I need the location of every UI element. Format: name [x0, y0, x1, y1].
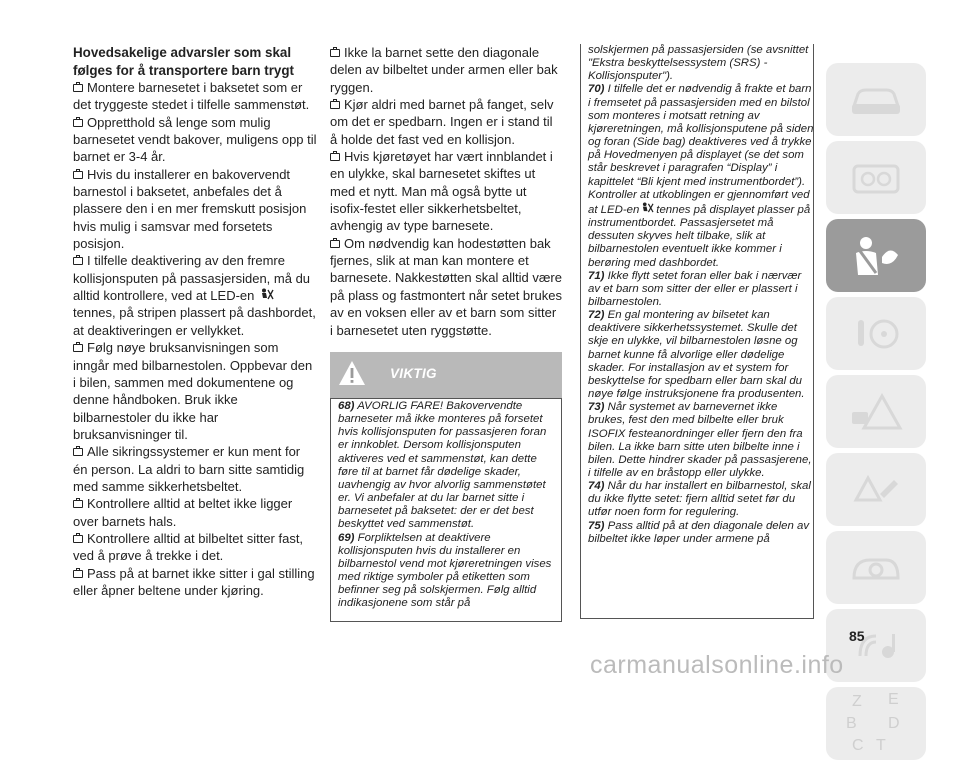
warning-item: 69) Forpliktelsen at deaktivere kollisjonsputen hvis du installerer en bilbarnestol vend mot kjøreretningen vises med riktige symboler på etiketten som befinner seg på solskjermen. Følg alltid indikasjonene som står på: [338, 531, 552, 610]
bullet-icon: [73, 448, 83, 456]
chapter-warning-icon[interactable]: [826, 375, 926, 448]
warning-title: VIKTIG: [390, 366, 437, 381]
bullet-paragraph: Følg nøye bruksanvisningen som inngår med bilbarnestolen. Oppbevar den i bilen, sammen med dokumentene og denne håndboken. Bruk ikke bilbarnestoler du ikke har bruksanvisninger til.: [73, 340, 313, 442]
bullet-paragraph: Alle sikringssystemer er kun ment for én person. La aldri to barn sitte samtidig med samme sikkerhetsbeltet.: [73, 444, 305, 494]
bullet-paragraph: I tilfelle deaktivering av den fremre kollisjonsputen på passasjersiden, må du alltid kontrollere, ved at LED-en tennes, på stripen plassert på dashbordet, at deaktiveringen er vellykket.: [73, 253, 316, 338]
airbag-off-icon: [641, 202, 654, 213]
warning-item: 72) En gal montering av bilsetet kan deaktivere sikkerhetssystemet. Skulle det skje en ulykke, vil bilbarnestolen løsne og barnet kunne få alvorlige eller dødelige skader. For installasjon av et system for beskyttelse for spedbarn eller barn skal du nøye følge instruksjonene fra produsenten.: [588, 309, 805, 401]
bullet-paragraph: Kontrollere alltid at beltet ikke ligger over barnets hals.: [73, 496, 293, 529]
bullet-icon: [73, 257, 83, 265]
column-3: [588, 44, 814, 546]
continued-text: solskjermen på passasjersiden (se avsnittet "Ekstra beskyttelsessystem (SRS) - Kollisjonsputer").: [588, 44, 809, 83]
warning-item: 70) I tilfelle det er nødvendig å frakte et barn i fremsetet på passasjersiden med en bilstol som monteres i motsatt retning av kjøreretningen, må kollisjonsputene på siden og foran (Side bag) deaktiveres ved å trykke på Hovedmenyen på displayet (se det som står beskrevet i paragrafen “Display” i kapittelet “Bli kjent med instrumentbordet”). Kontroller at utkoblingen er gjennomført ved at LED-en tennes på displayet plasser på instrumentbordet. Passasjersetet må dessuten skyves helt tilbake, slik at bilbarnestolen eventuelt ikke kommer i berøring med dashbordet.: [588, 83, 814, 269]
chapter-index-icon[interactable]: [826, 687, 926, 760]
warning-triangle-icon: [338, 359, 366, 387]
bullet-icon: [330, 101, 340, 109]
chapter-seatbelt-airbag-icon[interactable]: [826, 219, 926, 292]
bullet-paragraph: Oppretthold så lenge som mulig barnesetet vendt bakover, muligens opp til barnet er 3-4 år.: [73, 114, 317, 165]
bullet-icon: [73, 500, 83, 508]
warning-item: 71) Ikke flytt setet foran eller bak i nærvær av et barn som sitter der eller er plassert i bilbarnestolen.: [588, 269, 802, 308]
bullet-icon: [330, 49, 340, 57]
watermark: carmanualsonline.info: [590, 651, 844, 679]
bullet-icon: [73, 344, 83, 352]
index-letter: T: [876, 737, 886, 754]
bullet-icon: [73, 84, 83, 92]
warning-header: [330, 352, 562, 398]
bullet-paragraph: Hvis kjøretøyet har vært innblandet i en ulykke, skal barnesetet skiftes ut med et nytt. Man må også bytte ut isofix-festet eller sikkerhetsbeltet, avhengig av type barnesete.: [330, 149, 553, 234]
bullet-paragraph: Om nødvendig kan hodestøtten bak fjernes, slik at man kan montere et barnesete. Nakkestøtten skal alltid være på plass og fastmontert når setet brukes av en voksen eller av et barn som sitter i barnesetet uten ryggstøtte.: [330, 235, 562, 338]
section-heading: Hovedsakelige advarsler som skal følges for å transportere barn trygt: [73, 45, 294, 78]
chapter-emergency-icon[interactable]: [826, 453, 926, 526]
warning-item: 73) Når systemet av barnevernet ikke brukes, fest den med bilbelte eller bruk ISOFIX festeanordninger eller fjern den fra bilen. La ikke barn sitte uten bilbelte inne i bilen. Dette hindrer skader på passasjerene, i tilfelle av en bråstopp eller ulykke.: [588, 401, 812, 479]
warning-item: 75) Pass alltid på at den diagonale delen av bilbeltet ikke løper under armene på: [588, 519, 810, 545]
column-2: [330, 44, 562, 339]
bullet-icon: [73, 570, 83, 578]
bullet-paragraph: Ikke la barnet sette den diagonale delen av bilbeltet under armen eller bak ryggen.: [330, 45, 558, 95]
chapter-car-icon[interactable]: [826, 63, 926, 136]
index-letter: D: [888, 715, 900, 732]
bullet-icon: [330, 153, 340, 161]
chapter-technical-data-icon[interactable]: [826, 531, 926, 604]
index-letter: C: [852, 737, 864, 754]
bullet-paragraph: Montere barnesetet i baksetet som er det tryggeste stedet i tilfelle sammenstøt.: [73, 80, 310, 113]
index-letter: Z: [852, 693, 862, 710]
bullet-icon: [73, 119, 83, 127]
bullet-paragraph: Hvis du installerer en bakovervendt barnestol i baksetet, anbefales det å plassere den i en mer fremskutt posisjon hvis mulig i samsvar med forsetets posisjon.: [73, 166, 307, 252]
chapter-key-steering-icon[interactable]: [826, 297, 926, 370]
bullet-paragraph: Kontrollere alltid at bilbeltet sitter fast, ved å prøve å trekke i det.: [73, 530, 304, 564]
bullet-paragraph: Kjør aldri med barnet på fanget, selv om det er spedbarn. Ingen er i stand til å holde det fast ved en kollisjon.: [330, 97, 554, 147]
bullet-paragraph: Pass på at barnet ikke sitter i gal stilling eller åpner beltene under kjøring.: [73, 565, 315, 598]
page-number: 85: [849, 628, 865, 644]
warning-box: [330, 352, 562, 622]
warning-item: 74) Når du har installert en bilbarnestol, skal du ikke flytte setet: fjern alltid setet før du utfør noen form for regulering.: [588, 480, 811, 519]
column-1: [73, 44, 318, 599]
bullet-icon: [73, 171, 83, 179]
chapter-dashboard-icon[interactable]: [826, 141, 926, 214]
warning-body: [330, 398, 562, 622]
bullet-icon: [330, 240, 340, 248]
warning-item: 68) AVORLIG FARE! Bakovervendte barneseter må ikke monteres på forsetet hvis kollisjonsputen for passasjeren foran er innkoblet. Dersom kollisjonsputen aktiveres ved et sammenstøt, kan dette føre til at barnet får dødelige skader, uavhengig av hvor alvorlig sammenstøtet er. Vi anbefaler at du lar barnet sitte i barnesetet på baksetet: der er det best beskyttet ved sammenstøt.: [338, 400, 547, 531]
bullet-icon: [73, 535, 83, 543]
index-letter: E: [888, 691, 899, 708]
index-letter: B: [846, 715, 857, 732]
airbag-off-icon: [260, 288, 274, 300]
